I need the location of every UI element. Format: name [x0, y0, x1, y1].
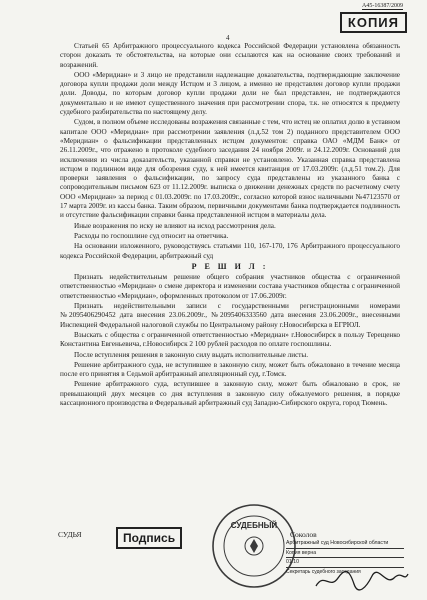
paragraph-missing-contract: ООО «Меридиан» и 3 лицо не представили надлежащие доказательства, подтверждающие заключение договора купли продажи доли между Истцом и 3 лицом, а именно не представлен договор купли продажи доли. Доводы, по которым договор купли продажи доли не был представлен, не подтверждаются документально и не имеют существенного значения при рассмотрении спора, т.к. не относятся к предмету судебного разбирательства по настоящему делу.: [60, 70, 400, 117]
decision-recover-costs: Взыскать с общества с ограниченной ответственностью «Меридиан» г.Новосибирск в пользу Терещенко Константина Евгеньевича, г.Новосибирск 2 100 рублей расходов по оплате госпошлины.: [60, 330, 400, 349]
decision-invalidate-meeting: Признать недействительным решение общего собрания участников общества с ограниченной ответственностью «Меридиан» о смене директора и изменении состава участников общества с ограниченной ответственностью «Меридиан», оформленных протоколом от 17.06.2009г.: [60, 273, 400, 300]
judge-label: СУДЬЯ: [58, 530, 82, 539]
case-number: А45-16387/2009: [362, 3, 403, 9]
paragraph-court-fees: Расходы по госпошлине суд относит на ответчика.: [74, 231, 229, 240]
court-seal-icon: [210, 502, 298, 590]
seal-text: СУДЕБНЫЙ: [230, 521, 278, 530]
paragraph-other-objections: Иные возражения по иску не влияют на исход рассмотрения дела.: [74, 221, 276, 230]
certification-date: 01.10: [286, 559, 404, 568]
copy-stamp: КОПИЯ: [340, 12, 407, 33]
paragraph-legal-basis: На основании изложенного, руководствуясь статьями 110, 167-170, 176 Арбитражного процессуального кодекса Российской Федерации, арбитражный суд: [60, 242, 400, 260]
paragraph-burden-of-proof: Статьей 65 Арбитражного процессуального кодекса Российской Федерации установлена обязанность сторон доказать те обстоятельства, на которые они ссылаются как на основание своих требований и возражений.: [60, 42, 400, 69]
decision-appeal-notice: Решение арбитражного суда, не вступившее в законную силу, может быть обжаловано в течение месяца после его принятия в Седьмой арбитражный апелляционный суд, г.Томск.: [60, 360, 400, 379]
document-body: [60, 42, 400, 409]
signature-stamp: Подпись: [116, 527, 182, 549]
judge-name: Соколов: [290, 530, 317, 539]
decision-writ-issuance: После вступления решения в законную силу выдать исполнительные листы.: [74, 350, 309, 359]
page-number: 4: [226, 34, 230, 42]
copy-correct-line: Копия верна: [286, 550, 404, 559]
court-name: Арбитражный суд Новосибирской области: [286, 540, 404, 549]
resolution-heading: Р Е Ш И Л :: [191, 261, 269, 271]
handwritten-signature-icon: [314, 568, 410, 592]
decision-invalidate-records: Признать недействительными записи с государственными регистрационными номерами №2095406290452 дата внесения 23.06.2009г., №2095406333560 дата внесения 23.06.2009г., внесенными Инспекцией Федеральной налоговой службы по Центральному району г.Новосибирска в ЕГРЮЛ.: [60, 302, 400, 329]
paragraph-falsification-review: Судом, в полном объеме исследованы возражения связанные с тем, что истец не оплатил долю в уставном капитале ООО «Меридиан» при рассмотрении заявления (л.д.52 том 2) поданного представителем ООО «Меридиан» о фальсификации представленных истцом документов: справка ОАО «МДМ Банк» от 26.11.2009г., что отражено в протоколе судебного заседания 24 ноября 2009г. и 24.12.2009г. Оснований для исключения из числа доказательств, указанной справки не установлено. Указанная справка представлена истцом в подлинном виде для обозрения суду, к ней имеется квитанция от 17.03.2009г. (л.д.51 том.2). Для проверки заявления о фальсификации, по запросу суда представлены из указанного банка с сопроводительным письмом 623 от 11.12.2009г. выписка о движении денежных средств по расчетному счету ООО «Меридиан» за период с 01.03.2009г. по 17.03.2009г., согласно которой взнос наличными №47123570 от 17 марта 2009г. из кассы банка. Таким образом, первичными документами банка подтверждается подлинность и отсутствие фальсификации справки банка представленной истцом в материалы дела.: [60, 118, 400, 220]
decision-cassation-notice: Решение арбитражного суда, вступившее в законную силу, может быть обжаловано в срок, не превышающий двух месяцев со дня вступления в законную силу обжалуемого решения, в порядке кассационного производства в Федеральный арбитражный суд Западно-Сибирского округа, город Тюмень.: [60, 380, 400, 407]
secretary-line: Секретарь судебного заседания: [286, 568, 361, 575]
